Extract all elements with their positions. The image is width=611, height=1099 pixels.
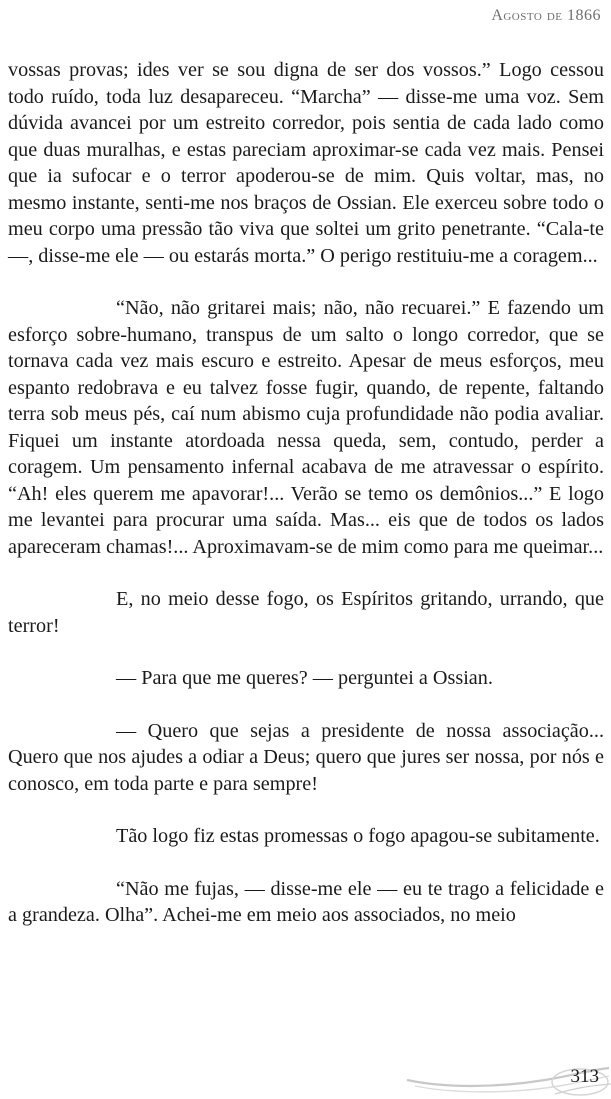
paragraph: “Não, não gritarei mais; não, não recuarei.” E fazendo um esforço sobre-humano, transpus de um salto o longo corredor, que se tornava cada vez mais escuro e estreito. Apesar de meus esforços, meu espanto redobrava e eu talvez fosse fugir, quando, de repente, faltando terra sob meus pés, caí num abismo cuja profundidade não podia avaliar. Fiquei um instante atordoada nessa queda, sem, contudo, perder a coragem. Um pensamento infernal acabava de me atravessar o espírito. “Ah! eles querem me apavorar!... Verão se temo os demônios...” E logo me levantei para procurar uma saída. Mas... eis que de todos os lados apareceram chamas!... Aproximavam-se de mim como para me queimar...	[8, 297, 604, 558]
paragraph: “Não me fujas, — disse-me ele — eu te trago a felicidade e a grandeza. Olha”. Achei-me em meio aos associados, no meio	[8, 877, 604, 926]
paragraph: vossas provas; ides ver se sou digna de ser dos vossos.” Logo cessou todo ruído, toda luz desapareceu. “Marcha” — disse-me uma voz. Sem dúvida avancei por um estreito corredor, pois sentia de cada lado como que duas muralhas, e estas pareciam aproximar-se cada vez mais. Pensei que ia sufocar e o terror apoderou-se de mim. Quis voltar, mas, no mesmo instante, senti-me nos braços de Ossian. Ele exerceu sobre todo o meu corpo uma pressão tão viva que soltei um grito penetrante. “Cala-te —, disse-me ele — ou estarás morta.” O perigo restituiu-me a coragem...	[8, 59, 604, 267]
paragraph: — Para que me queres? — perguntei a Ossian.	[116, 667, 493, 689]
body-text	[8, 57, 604, 955]
running-head: Agosto de 1866	[491, 7, 601, 24]
paragraph: — Quero que sejas a presidente de nossa associação... Quero que nos ajudes a odiar a Deus; quero que jures ser nossa, por nós e conosco, em toda parte e para sempre!	[8, 719, 604, 795]
paragraph: Tão logo fiz estas promessas o fogo apagou-se subitamente.	[116, 825, 600, 847]
paragraph: E, no meio desse fogo, os Espíritos gritando, urrando, que terror!	[8, 588, 604, 637]
page-number: 313	[570, 1066, 599, 1087]
folio	[405, 1058, 611, 1099]
